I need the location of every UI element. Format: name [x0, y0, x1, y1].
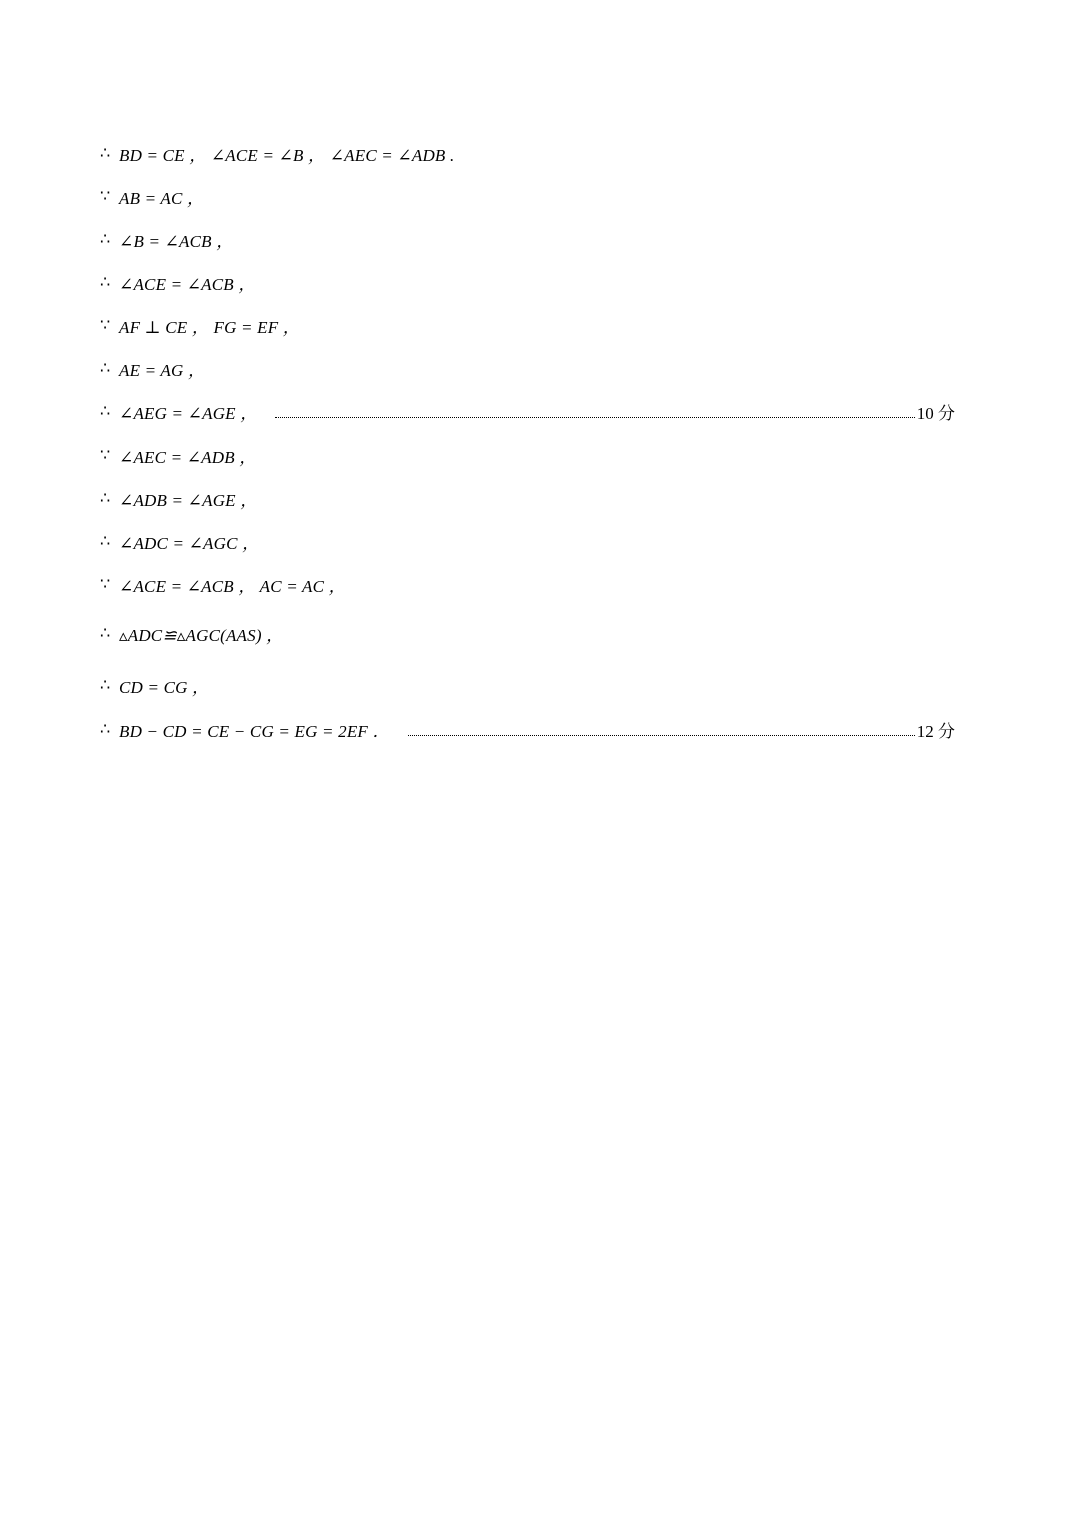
proof-statement: AF ⊥ CE ， FG = EF ，	[119, 317, 300, 337]
therefore-symbol: ∴	[100, 625, 111, 642]
proof-line-6	[100, 353, 955, 383]
dotted-leader	[275, 417, 914, 418]
proof-line-3	[100, 224, 955, 254]
proof-line-10	[100, 526, 955, 556]
proof-line-8	[100, 440, 955, 470]
proof-statement: ▵ADC≌▵AGC(AAS) ，	[119, 625, 284, 645]
proof-line-12	[100, 618, 955, 648]
proof-statement: ∠B = ∠ACB ，	[119, 231, 234, 251]
therefore-symbol: ∴	[100, 403, 111, 420]
proof-statement: AE = AG ，	[119, 360, 206, 380]
proof-line-11	[100, 569, 955, 599]
proof-statement: ∠AEG = ∠AGE ，	[119, 403, 258, 423]
dotted-leader	[408, 735, 915, 736]
therefore-symbol: ∴	[100, 145, 111, 162]
proof-line-7	[100, 396, 955, 426]
therefore-symbol: ∴	[100, 274, 111, 291]
because-symbol: ∵	[100, 447, 111, 464]
therefore-symbol: ∴	[100, 533, 111, 550]
proof-statement: ∠AEC = ∠ADB ，	[119, 447, 257, 467]
score-marker: 10 分	[916, 403, 955, 423]
proof-statement: CD = CG ，	[119, 677, 210, 697]
proof-statement: ∠ACE = ∠ACB ，	[119, 274, 256, 294]
proof-statement: ∠ADB = ∠AGE ，	[119, 490, 258, 510]
proof-statement: AB = AC ，	[119, 188, 205, 208]
proof-line-4	[100, 267, 955, 297]
therefore-symbol: ∴	[100, 721, 111, 738]
proof-statement: BD = CE ， ∠ACE = ∠B ， ∠AEC = ∠ADB .	[119, 145, 455, 165]
proof-statement: BD − CD = CE − CG = EG = 2EF ．	[119, 721, 390, 741]
therefore-symbol: ∴	[100, 360, 111, 377]
because-symbol: ∵	[100, 317, 111, 334]
therefore-symbol: ∴	[100, 490, 111, 507]
proof-statement: ∠ADC = ∠AGC ，	[119, 533, 260, 553]
proof-line-9	[100, 483, 955, 513]
proof-line-14	[100, 714, 955, 744]
therefore-symbol: ∴	[100, 677, 111, 694]
proof-statement: ∠ACE = ∠ACB ， AC = AC ，	[119, 576, 346, 596]
score-marker: 12 分	[916, 721, 955, 741]
because-symbol: ∵	[100, 576, 111, 593]
proof-line-13	[100, 670, 955, 700]
proof-line-1	[100, 138, 955, 168]
therefore-symbol: ∴	[100, 231, 111, 248]
proof-line-5	[100, 310, 955, 340]
because-symbol: ∵	[100, 188, 111, 205]
proof-line-2	[100, 181, 955, 211]
